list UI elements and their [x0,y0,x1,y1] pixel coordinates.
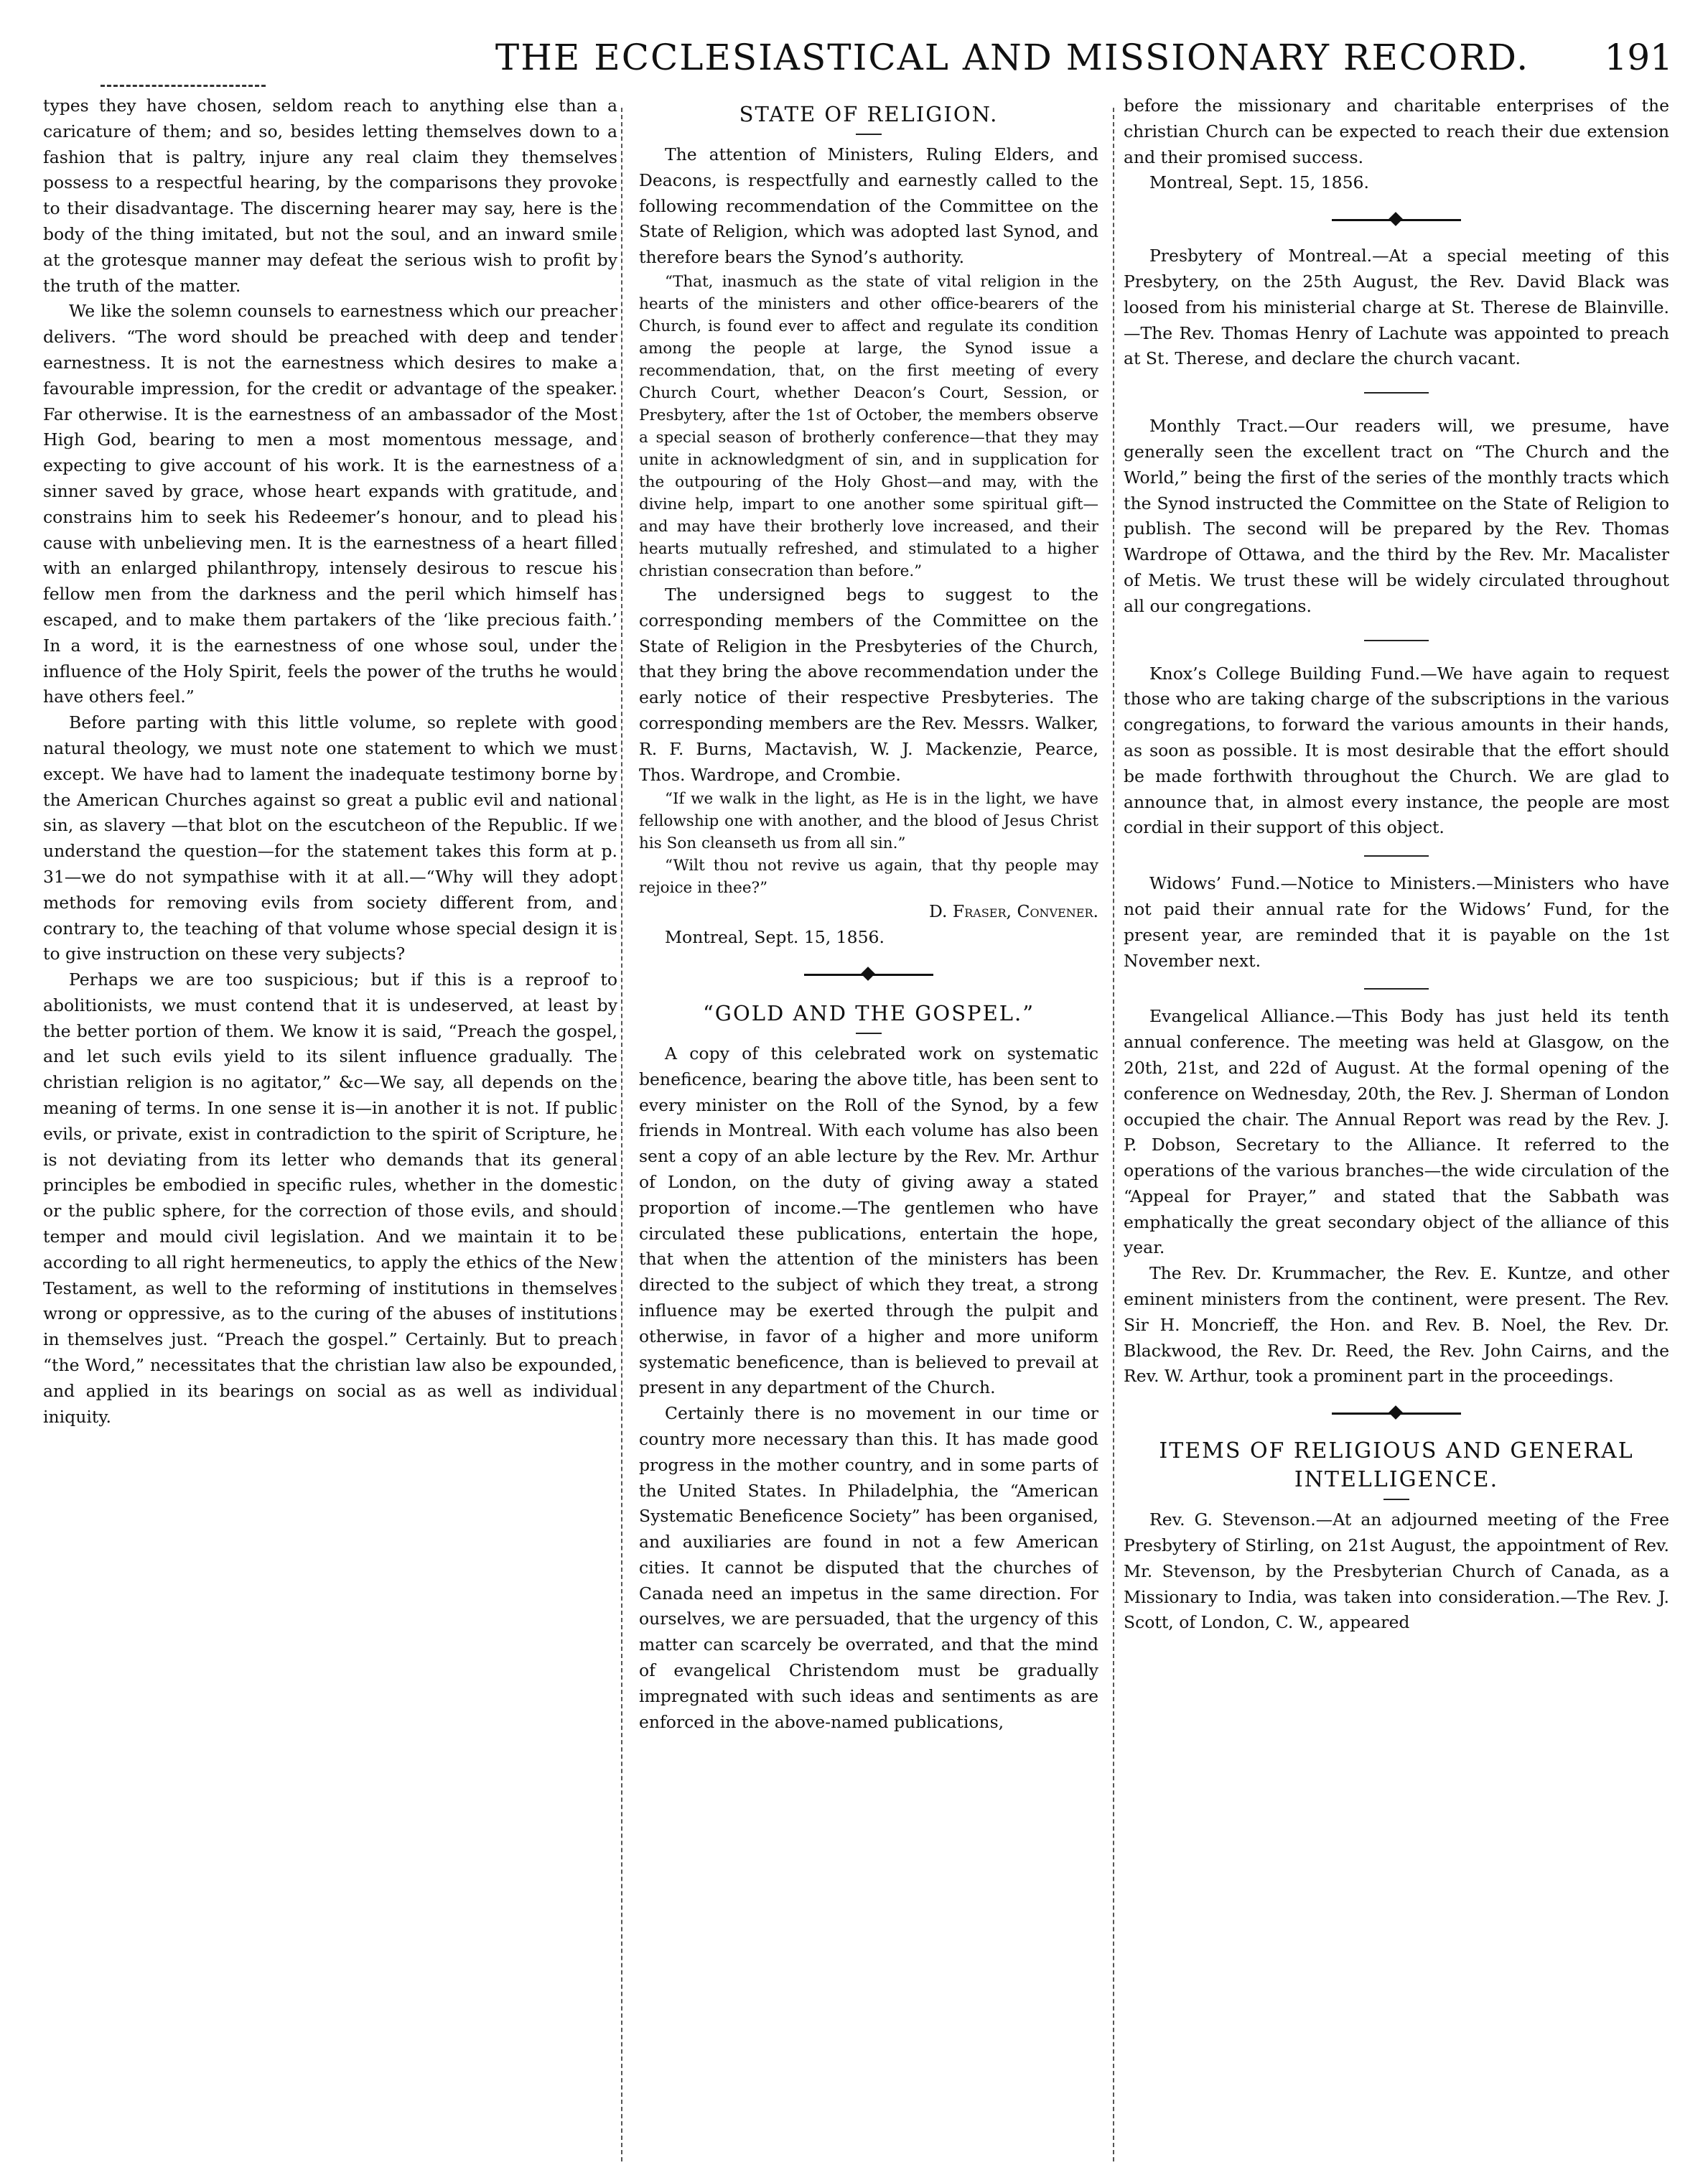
dateline: Montreal, Sept. 15, 1856. [1149,172,1369,193]
news-item-knox-college: Knox’s College Building Fund.—We have again to request those who are taking charge of the subscriptions in the various congregations, to forward the various amounts in their hands, as soon as possible. It is most desirable that the effort should be made forthwith throughout the Church. We are glad to announce that, in almost every instance, the people are most cordial in their support of this object. [1124,663,1669,838]
column-divider-1 [621,108,622,2161]
column-middle [639,93,1098,2161]
rule [1364,855,1429,857]
news-item-evangelical-alliance: Evangelical Alliance.—This Body has just held its tenth annual conference. The meeting was held at Glasgow, on the 20th, 21st, and 22d of August. At the formal opening of the conference on Wednesday, 20th, the Rev. J. Sherman of London occupied the chair. The Annual Report was read by the Rev. J. P. Dobson, Secretary to the Alliance. It referred to the operations of the various branches—the wide circulation of the “Appeal for Prayer,” and stated that the Sabbath was emphatically the great secondary object of the alliance of this year. [1124,1006,1669,1258]
column-divider-2 [1113,108,1114,2161]
rule [1364,640,1429,641]
paragraph: before the missionary and charitable enterprises of the christian Church can be expected to reach their due extension and their promised success. [1124,96,1669,167]
page-number: 191 [1604,37,1673,78]
paragraph: Certainly there is no movement in our time or country more necessary than this. It has made good progress in the mother country, and in some parts of the United States. In Philadelphia, the “American Systematic Beneficence Society” has been organised, and auxiliaries are found in not a few American cities. It cannot be disputed that the churches of Canada need an impetus in the same direction. For ourselves, we are persuaded, that the urgency of this matter can scarcely be overrated, and that the mind of evangelical Christendom must be gradually impregnated with such ideas and sentiments as are enforced in the above-named publications, [639,1403,1098,1732]
ornament-divider [1332,216,1461,223]
page-header-title: THE ECCLESIASTICAL AND MISSIONARY RECORD. [495,37,1530,78]
signature: D. Fraser, Convener. [928,901,1098,922]
section-title-items: ITEMS OF RELIGIOUS AND GENERAL INTELLIGENCE. [1159,1438,1634,1493]
news-item-stevenson: Rev. G. Stevenson.—At an adjourned meeting of the Free Presbytery of Stirling, on 21st August, the appointment of Rev. Mr. Stevenson, by the Presbyterian Church of Canada, as a Missionary to India, was taken into consideration.—The Rev. J. Scott, of London, C. W., appeared [1124,1509,1669,1633]
ornament-divider [804,971,933,978]
paragraph: The undersigned begs to suggest to the corresponding members of the Committee on the State of Religion in the Presbyteries of the Church, that they bring the above recommendation under the early notice of their respective Presbyteries. The corresponding members are the Rev. Messrs. Walker, R. F. Burns, Mactavish, W. J. Mackenzie, Pearce, Thos. Wardrope, and Crombie. [639,584,1098,785]
short-rule [856,134,882,135]
column-left [43,93,617,2161]
rule [1364,392,1429,394]
header-rule [101,85,266,89]
paragraph: A copy of this celebrated work on systematic beneficence, bearing the above title, has been sent to every minister on the Roll of the Synod, by a few friends in Montreal. With each volume has also been sent a copy of an able lecture by the Rev. Mr. Arthur of London, on the duty of giving away a stated proportion of income.—The gentlemen who have circulated these publications, entertain the hope, that when the attention of the ministers has been directed to the subject of which they treat, a strong influence may be exerted through the pulpit and otherwise, in favor of a higher and more uniform systematic beneficence, than is believed to prevail at present in any department of the Church. [639,1043,1098,1398]
short-rule [1383,1499,1409,1500]
paragraph: The attention of Ministers, Ruling Elders, and Deacons, is respectfully and earnestly called to the following recommendation of the Committee on the State of Religion, which was adopted last Synod, and therefore bears the Synod’s authority. [639,144,1098,268]
paragraph: The Rev. Dr. Krummacher, the Rev. E. Kuntze, and other eminent ministers from the continent, were present. The Rev. Sir H. Moncrieff, the Hon. and Rev. B. Noel, the Rev. Dr. Blackwood, the Rev. Dr. Reed, the Rev. John Cairns, and the Rev. W. Arthur, took a prominent part in the proceedings. [1124,1263,1669,1387]
column-right [1124,93,1669,2161]
section-title-gold-and-gospel: “GOLD AND THE GOSPEL.” [702,1000,1035,1025]
paragraph: Perhaps we are too suspicious; but if this is a reproof to abolitionists, we must contend that it is undeserved, at least by the better portion of them. We know it is said, “Preach the gospel, and let such evils yield to its silent influence gradually. The christian religion is no agitator,” &c—We say, all depends on the meaning of terms. In one sense it is—in another it is not. If public evils, or private, exist in contradiction to the spirit of Scripture, he is not deviating from its letter who demands that its general principles be embodied in specific rules, whether in the domestic or the public sphere, for the correction of those evils, and should temper and mould civil legislation. And we maintain it to be according to all right hermeneutics, to apply the ethics of the New Testament, as well to the reforming of institutions in themselves wrong or oppressive, as to the curing of the abuses of institutions in themselves just. “Preach the gospel.” Certainly. But to preach “the Word,” necessitates that the christian law also be expounded, and applied in its bearings on social as as well as individual iniquity. [43,969,617,1427]
paragraph: types they have chosen, seldom reach to anything else than a caricature of them; and so, besides letting themselves down to a fashion that is paltry, injure any real claim they themselves possess to a respectful hearing, by the comparisons they provoke to their disadvantage. The discerning hearer may say, here is the body of the thing imitated, but not the soul, and an inward smile at the grotesque manner may defeat the serious wish to profit by the truth of the matter. [43,96,617,296]
paragraph: We like the solemn counsels to earnestness which our preacher delivers. “The word should be preached with deep and tender earnestness. It is not the earnestness which desires to make a favourable impression, for the credit or advantage of the speaker. Far otherwise. It is the earnestness of an ambassador of the Most High God, bearing to men a most momentous message, and expecting to give account of his work. It is the earnestness of a sinner saved by grace, whose heart expands with gratitude, and constrains him to seek his Redeemer’s honour, and to plead his cause with unbelieving men. It is the earnestness of a heart filled with an enlarged philanthropy, intensely desirous to rescue his fellow men from the darkness and the peril which himself has escaped, and to make them partakers of the ‘like precious faith.’ In a word, it is the earnestness of one whose soul, under the influence of the Holy Spirit, feels the power of the truths he would have others feel.” [43,301,617,707]
short-rule [856,1033,882,1034]
dateline: Montreal, Sept. 15, 1856. [665,927,885,948]
scripture-quote: “Wilt thou not revive us again, that thy people may rejoice in thee?” [639,857,1098,898]
section-title-state-of-religion: STATE OF RELIGION. [739,102,999,126]
news-item-presbytery-montreal: Presbytery of Montreal.—At a special meeting of this Presbytery, on the 25th August, the Rev. David Black was loosed from his ministerial charge at St. Therese de Blainville.—The Rev. Thomas Henry of Lachute was appointed to preach at St. Therese, and declare the church vacant. [1124,246,1669,369]
ornament-divider [1332,1410,1461,1417]
quoted-resolution: “That, inasmuch as the state of vital religion in the hearts of the ministers and other office-bearers of the Church, is found ever to affect and regulate its condition among the people at large, the Synod issue a recommendation, that, on the first meeting of every Church Court, whether Deacon’s Court, Session, or Presbytery, after the 1st of October, the members observe a special season of brotherly conference—that they may unite in acknowledgment of sin, and in supplication for the outpouring of the Holy Ghost—and may, with the divine help, impart to one another some spiritual gift—and may have their brotherly love increased, and their hearts mutually refreshed, and stimulated to a higher christian consecration than before.” [639,272,1098,580]
news-item-monthly-tract: Monthly Tract.—Our readers will, we presume, have generally seen the excellent tract on “The Church and the World,” being the first of the series of the monthly tracts which the Synod instructed the Committee on the State of Religion to publish. The second will be prepared by the Rev. Thomas Wardrope of Ottawa, and the third by the Rev. Mr. Macalister of Metis. We trust these will be widely circulated throughout all our congregations. [1124,416,1669,616]
news-item-widows-fund: Widows’ Fund.—Notice to Ministers.—Ministers who have not paid their annual rate for the Widows’ Fund, for the present year, are reminded that it is payable on the 1st November next. [1124,873,1669,971]
paragraph: Before parting with this little volume, so replete with good natural theology, we must note one statement to which we must except. We have had to lament the inadequate testimony borne by the American Churches against so great a public evil and national sin, as slavery —that blot on the escutcheon of the Republic. If we understand the question—for the statement takes this form at p. 31—we do not sympathise with it at all.—“Why will they adopt methods for removing evils from society different from, and contrary to, the teaching of that volume whose special design it is to give instruction on these very subjects? [43,712,617,964]
rule [1364,988,1429,990]
scripture-quote: “If we walk in the light, as He is in the light, we have fellowship one with another, and the blood of Jesus Christ his Son cleanseth us from all sin.” [639,790,1098,853]
